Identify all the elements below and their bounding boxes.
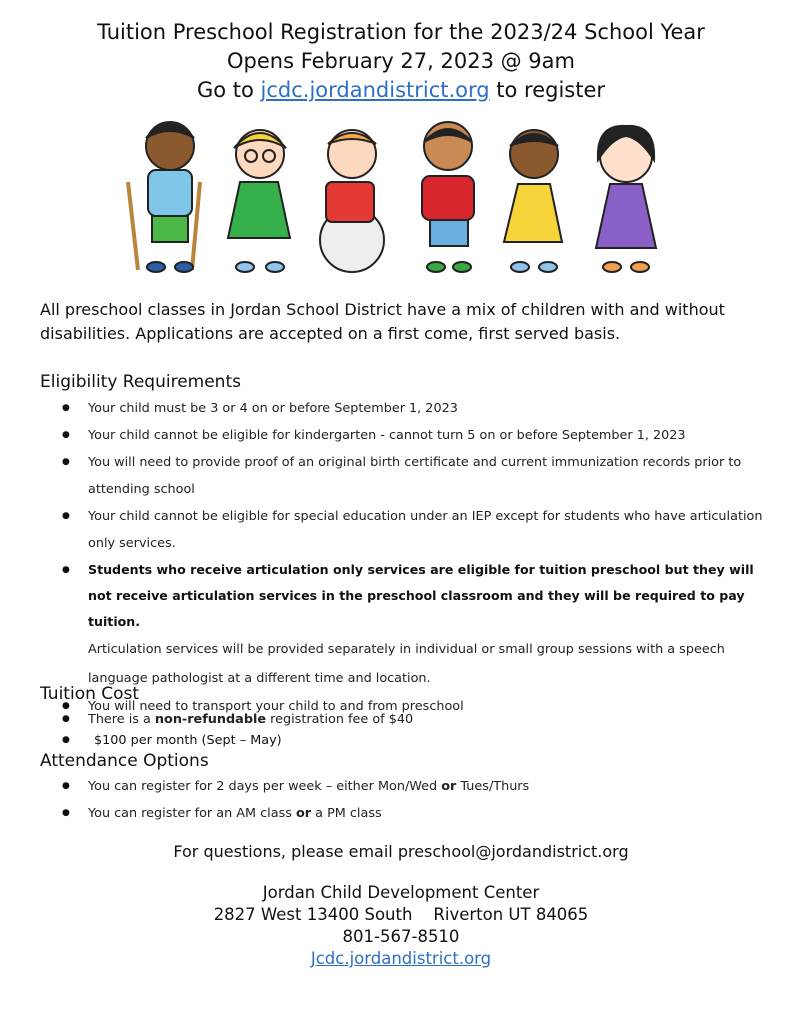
days-text-post: Tues/Thurs <box>456 779 530 794</box>
list-item: ● Your child cannot be eligible for kindergarten - cannot turn 5 on or before September 1, 2023 <box>62 422 774 449</box>
list-item-articulation <box>62 557 774 693</box>
days-text-pre: You can register for 2 days per week – either Mon/Wed <box>88 779 442 794</box>
title-prefix: Go to <box>196 78 261 102</box>
class-text-post: a PM class <box>311 806 382 821</box>
class-text-pre: You can register for an AM class <box>88 806 296 821</box>
children-illustration <box>100 112 700 282</box>
list-item: ● You will need to transport your child to and from preschool <box>62 693 774 720</box>
days-or: or <box>441 779 457 794</box>
fee-text-post: registration fee of $40 <box>266 712 414 727</box>
title-line-3 <box>0 76 802 105</box>
articulation-bold-text: Students who receive articulation only services are eligible for tuition preschool but they will not receive articulation services in the preschool classroom and they will be required to pay tuition. <box>88 562 754 629</box>
fee-text-pre: There is a <box>88 712 155 727</box>
tuition-heading: Tuition Cost <box>40 684 140 704</box>
list-item-days <box>62 773 774 800</box>
center-name: Jordan Child Development Center <box>262 883 540 902</box>
footer-link[interactable]: Jcdc.jordandistrict.org <box>310 949 492 968</box>
contact-block <box>0 882 802 970</box>
list-item: ● Your child cannot be eligible for special education under an IEP except for students who have articulation only services. <box>62 503 774 557</box>
attendance-heading: Attendance Options <box>40 751 209 771</box>
eligibility-heading: Eligibility Requirements <box>40 372 241 392</box>
child-yellow-dress <box>504 130 562 272</box>
child-red-shirt <box>422 122 474 272</box>
tuition-list <box>62 709 774 751</box>
class-or: or <box>295 806 312 821</box>
list-item-monthly <box>62 730 774 751</box>
child-purple-dress <box>596 126 656 272</box>
child-in-wheelchair <box>320 130 384 272</box>
intro-paragraph: All preschool classes in Jordan School District have a mix of children with and without disabilities. Applications are accepted on a first come, first served basis. <box>40 300 725 343</box>
center-phone: 801-567-8510 <box>342 927 460 946</box>
list-item: ● You will need to provide proof of an original birth certificate and current immunization records prior to attending school <box>62 449 774 503</box>
list-item: ● Your child must be 3 or 4 on or before September 1, 2023 <box>62 395 774 422</box>
articulation-note: Articulation services will be provided separately in individual or small group sessions with a speech language pathologist at a different time and location. <box>88 642 725 686</box>
center-address: 2827 West 13400 South Riverton UT 84065 <box>213 905 589 924</box>
non-refundable-text: non-refundable <box>154 712 267 727</box>
list-item-fee <box>62 709 774 730</box>
eligibility-list <box>62 395 774 720</box>
list-item-class <box>62 800 774 827</box>
registration-link[interactable]: jcdc.jordandistrict.org <box>260 78 490 102</box>
child-with-crutches <box>128 122 200 272</box>
title-line-1: Tuition Preschool Registration for the 2023/24 School Year <box>97 20 705 44</box>
title-line-2: Opens February 27, 2023 @ 9am <box>227 49 575 73</box>
title-suffix: to register <box>489 78 606 102</box>
questions-line: For questions, please email preschool@jordandistrict.org <box>173 842 629 861</box>
child-with-glasses <box>228 130 290 272</box>
monthly-cost: $100 per month (Sept – May) <box>94 733 282 748</box>
attendance-list <box>62 773 774 827</box>
